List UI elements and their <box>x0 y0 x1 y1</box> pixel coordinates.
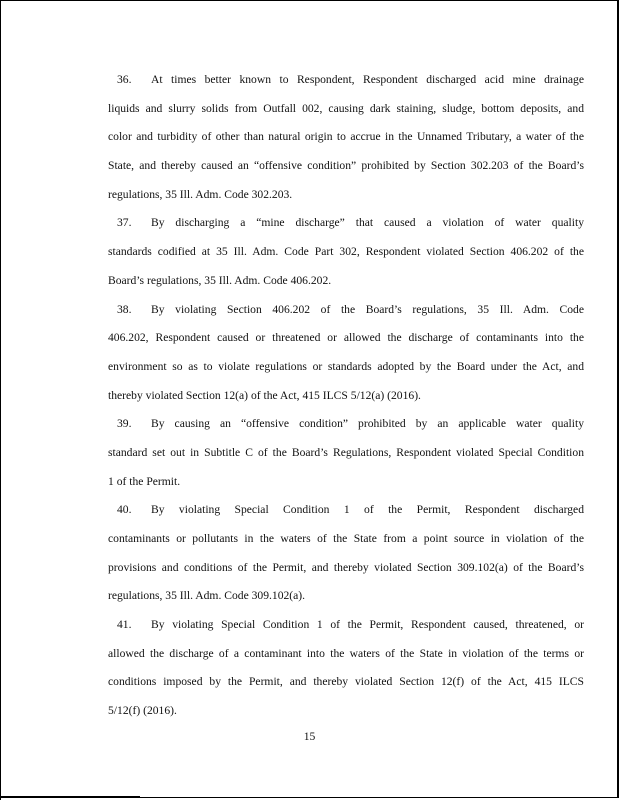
text-line <box>108 443 584 472</box>
line-text: provisions and conditions of the Permit, and thereby violated Section 309.102(a) of the Board’s <box>108 560 584 574</box>
paragraph-41 <box>108 615 584 730</box>
line-text: State, and thereby caused an “offensive condition” prohibited by Section 302.203 of the Board’s <box>108 159 584 173</box>
paragraph-37 <box>108 213 584 299</box>
page-edge-mark <box>0 782 1 800</box>
line-text: regulations, 35 Ill. Adm. Code 309.102(a). <box>108 589 306 603</box>
document-body <box>108 70 584 730</box>
text-line <box>108 99 584 128</box>
line-text: By violating Special Condition 1 of the Permit, Respondent caused, threatened, or <box>151 618 584 632</box>
paragraph-number: 40. <box>117 503 132 517</box>
text-line <box>108 672 584 701</box>
text-line <box>108 529 584 558</box>
text-line <box>108 558 584 587</box>
line-text: environment so as to violate regulations or standards adopted by the Board under the Act, and <box>108 359 584 373</box>
text-line <box>108 271 584 300</box>
paragraph-39 <box>108 414 584 500</box>
text-line <box>108 472 584 501</box>
text-line <box>108 300 584 329</box>
line-text: standards codified at 35 Ill. Adm. Code Part 302, Respondent violated Section 406.202 of the <box>108 245 584 259</box>
text-line <box>108 328 584 357</box>
line-text: By violating Section 406.202 of the Board’s regulations, 35 Ill. Adm. Code <box>151 302 584 316</box>
line-text: By violating Special Condition 1 of the Permit, Respondent discharged <box>151 503 584 517</box>
paragraph-number: 39. <box>117 417 132 431</box>
line-text: color and turbidity of other than natural origin to accrue in the Unnamed Tributary, a water of the <box>108 130 584 144</box>
text-line <box>108 213 584 242</box>
line-text: 1 of the Permit. <box>108 474 181 488</box>
paragraph-number: 36. <box>117 73 132 86</box>
text-line <box>108 185 584 214</box>
line-text: standard set out in Subtitle C of the Board’s Regulations, Respondent violated Special Condition <box>108 445 584 459</box>
text-line <box>108 615 584 644</box>
line-text: 5/12(f) (2016). <box>108 704 177 718</box>
line-text: At times better known to Respondent, Respondent discharged acid mine drainage <box>151 73 584 86</box>
paragraph-number: 38. <box>117 302 132 316</box>
text-line <box>108 644 584 673</box>
paragraph-36 <box>108 70 584 213</box>
paragraph-number: 37. <box>117 216 132 230</box>
line-text: allowed the discharge of a contaminant into the waters of the State in violation of the terms or <box>108 646 584 660</box>
line-text: 406.202, Respondent caused or threatened or allowed the discharge of contaminants into the <box>108 331 584 345</box>
line-text: liquids and slurry solids from Outfall 002, causing dark staining, sludge, bottom deposits, and <box>108 101 584 115</box>
line-text: Board’s regulations, 35 Ill. Adm. Code 406.202. <box>108 273 332 287</box>
line-text: By discharging a “mine discharge” that caused a violation of water quality <box>151 216 584 230</box>
line-text: By causing an “offensive condition” prohibited by an applicable water quality <box>151 417 584 431</box>
paragraph-40 <box>108 500 584 615</box>
text-line <box>108 586 584 615</box>
text-line <box>108 156 584 185</box>
paragraph-number: 41. <box>117 618 132 632</box>
page-number: 15 <box>303 730 316 743</box>
text-line <box>108 414 584 443</box>
paragraph-38 <box>108 300 584 415</box>
line-text: contaminants or pollutants in the waters of the State from a point source in violation of the <box>108 532 584 545</box>
text-line <box>108 500 584 529</box>
text-line <box>108 70 584 99</box>
text-line <box>108 357 584 386</box>
line-text: thereby violated Section 12(a) of the Act, 415 ILCS 5/12(a) (2016). <box>108 388 421 402</box>
text-line <box>108 701 584 730</box>
text-line <box>108 127 584 156</box>
page-edge-mark <box>0 796 140 797</box>
text-line <box>108 242 584 271</box>
line-text: regulations, 35 Ill. Adm. Code 302.203. <box>108 187 293 201</box>
text-line <box>108 386 584 415</box>
line-text: conditions imposed by the Permit, and thereby violated Section 12(f) of the Act, 415 ILCS <box>108 675 584 689</box>
